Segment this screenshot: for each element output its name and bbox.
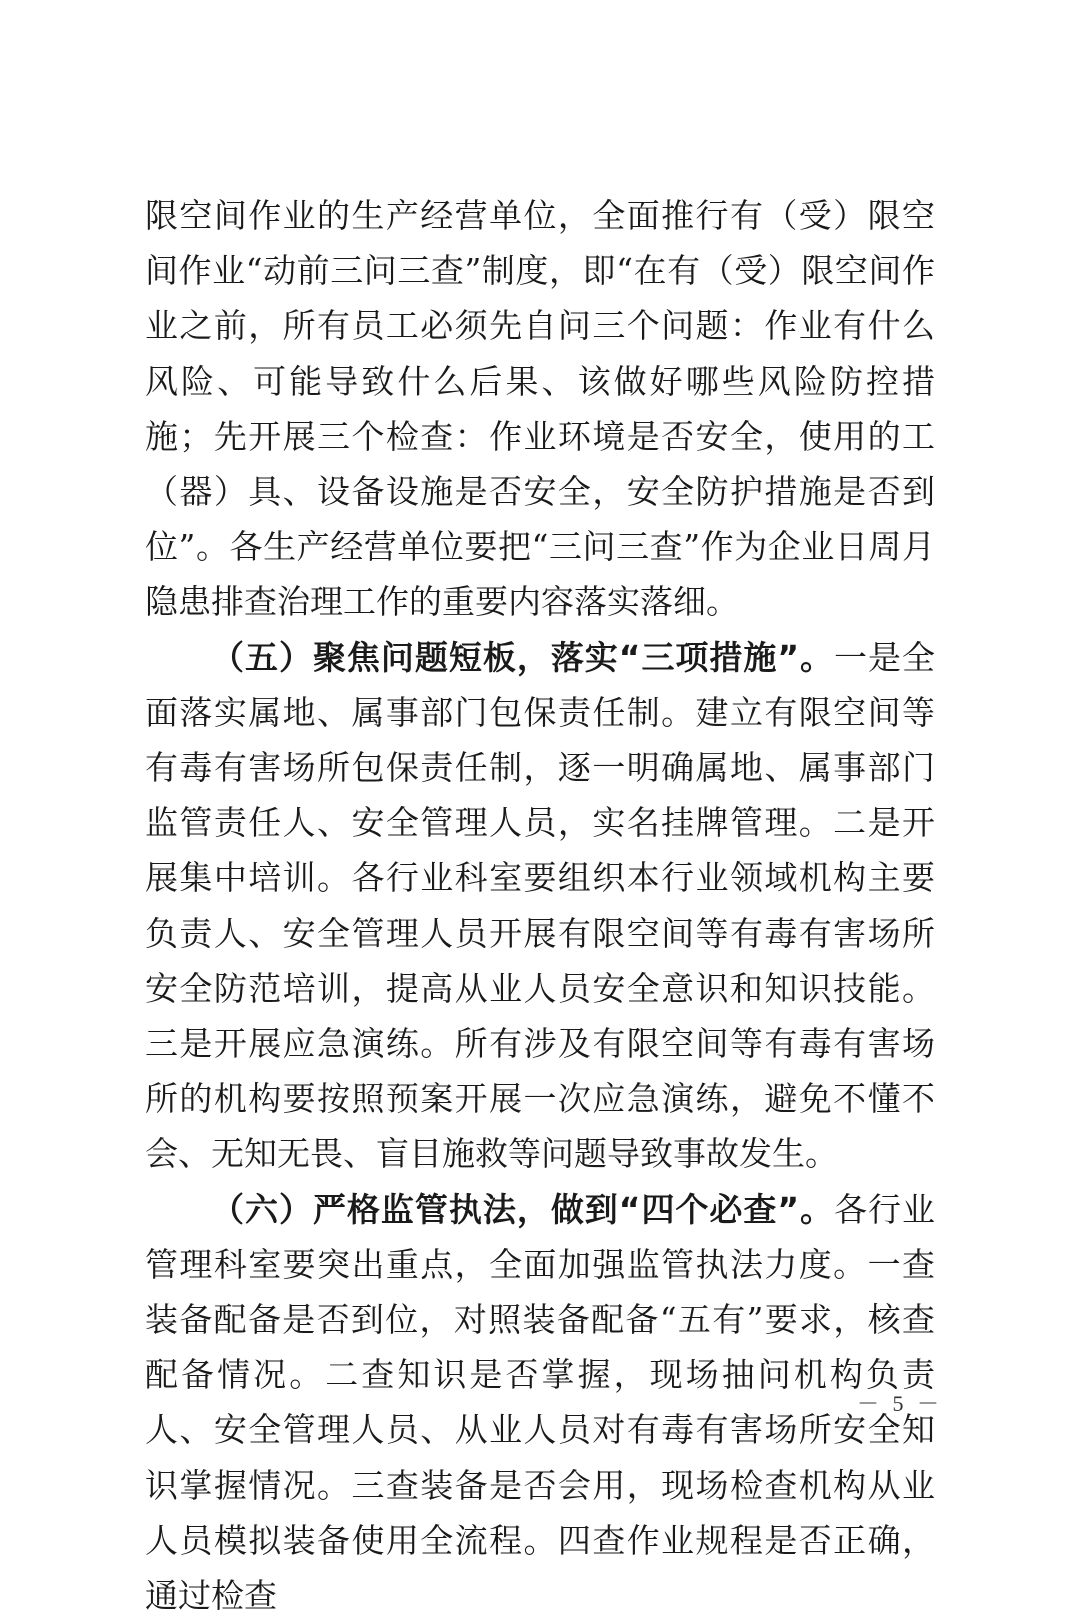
page-number: － 5 － [856, 1391, 943, 1416]
paragraph-section-five [145, 630, 935, 1182]
paragraph-continuation [145, 188, 935, 630]
body-text [145, 188, 935, 1623]
paragraph-section-six [145, 1182, 935, 1623]
section-heading-five: （五）聚焦问题短板，落实“三项措施”。 [211, 637, 835, 677]
paragraph-text: 各行业管理科室要突出重点，全面加强监管执法力度。一查装备配备是否到位，对照装备配备“五有”要求，核查配备情况。二查知识是否掌握，现场抽问机构负责人、安全管理人员、从业人员对有毒有害场所安全知识掌握情况。三查装备是否会用，现场检查机构从业人员模拟装备使用全流程。四查作业规程是否正确，通过检查 [145, 1189, 935, 1616]
paragraph-text: 一是全面落实属地、属事部门包保责任制。建立有限空间等有毒有害场所包保责任制，逐一明确属地、属事部门监管责任人、安全管理人员，实名挂牌管理。二是开展集中培训。各行业科室要组织本行业领域机构主要负责人、安全管理人员开展有限空间等有毒有害场所安全防范培训，提高从业人员安全意识和知识技能。三是开展应急演练。所有涉及有限空间等有毒有害场所的机构要按照预案开展一次应急演练，避免不懂不会、无知无畏、盲目施救等问题导致事故发生。 [145, 637, 935, 1174]
section-heading-six: （六）严格监管执法，做到“四个必查”。 [211, 1189, 835, 1229]
paragraph-text: 限空间作业的生产经营单位，全面推行有（受）限空间作业“动前三问三查”制度，即“在有（受）限空间作业之前，所有员工必须先自问三个问题：作业有什么风险、可能导致什么后果、该做好哪些风险防控措施；先开展三个检查：作业环境是否安全，使用的工（器）具、设备设施是否安全，安全防护措施是否到位”。各生产经营单位要把“三问三查”作为企业日周月隐患排查治理工作的重要内容落实落细。 [145, 196, 935, 622]
